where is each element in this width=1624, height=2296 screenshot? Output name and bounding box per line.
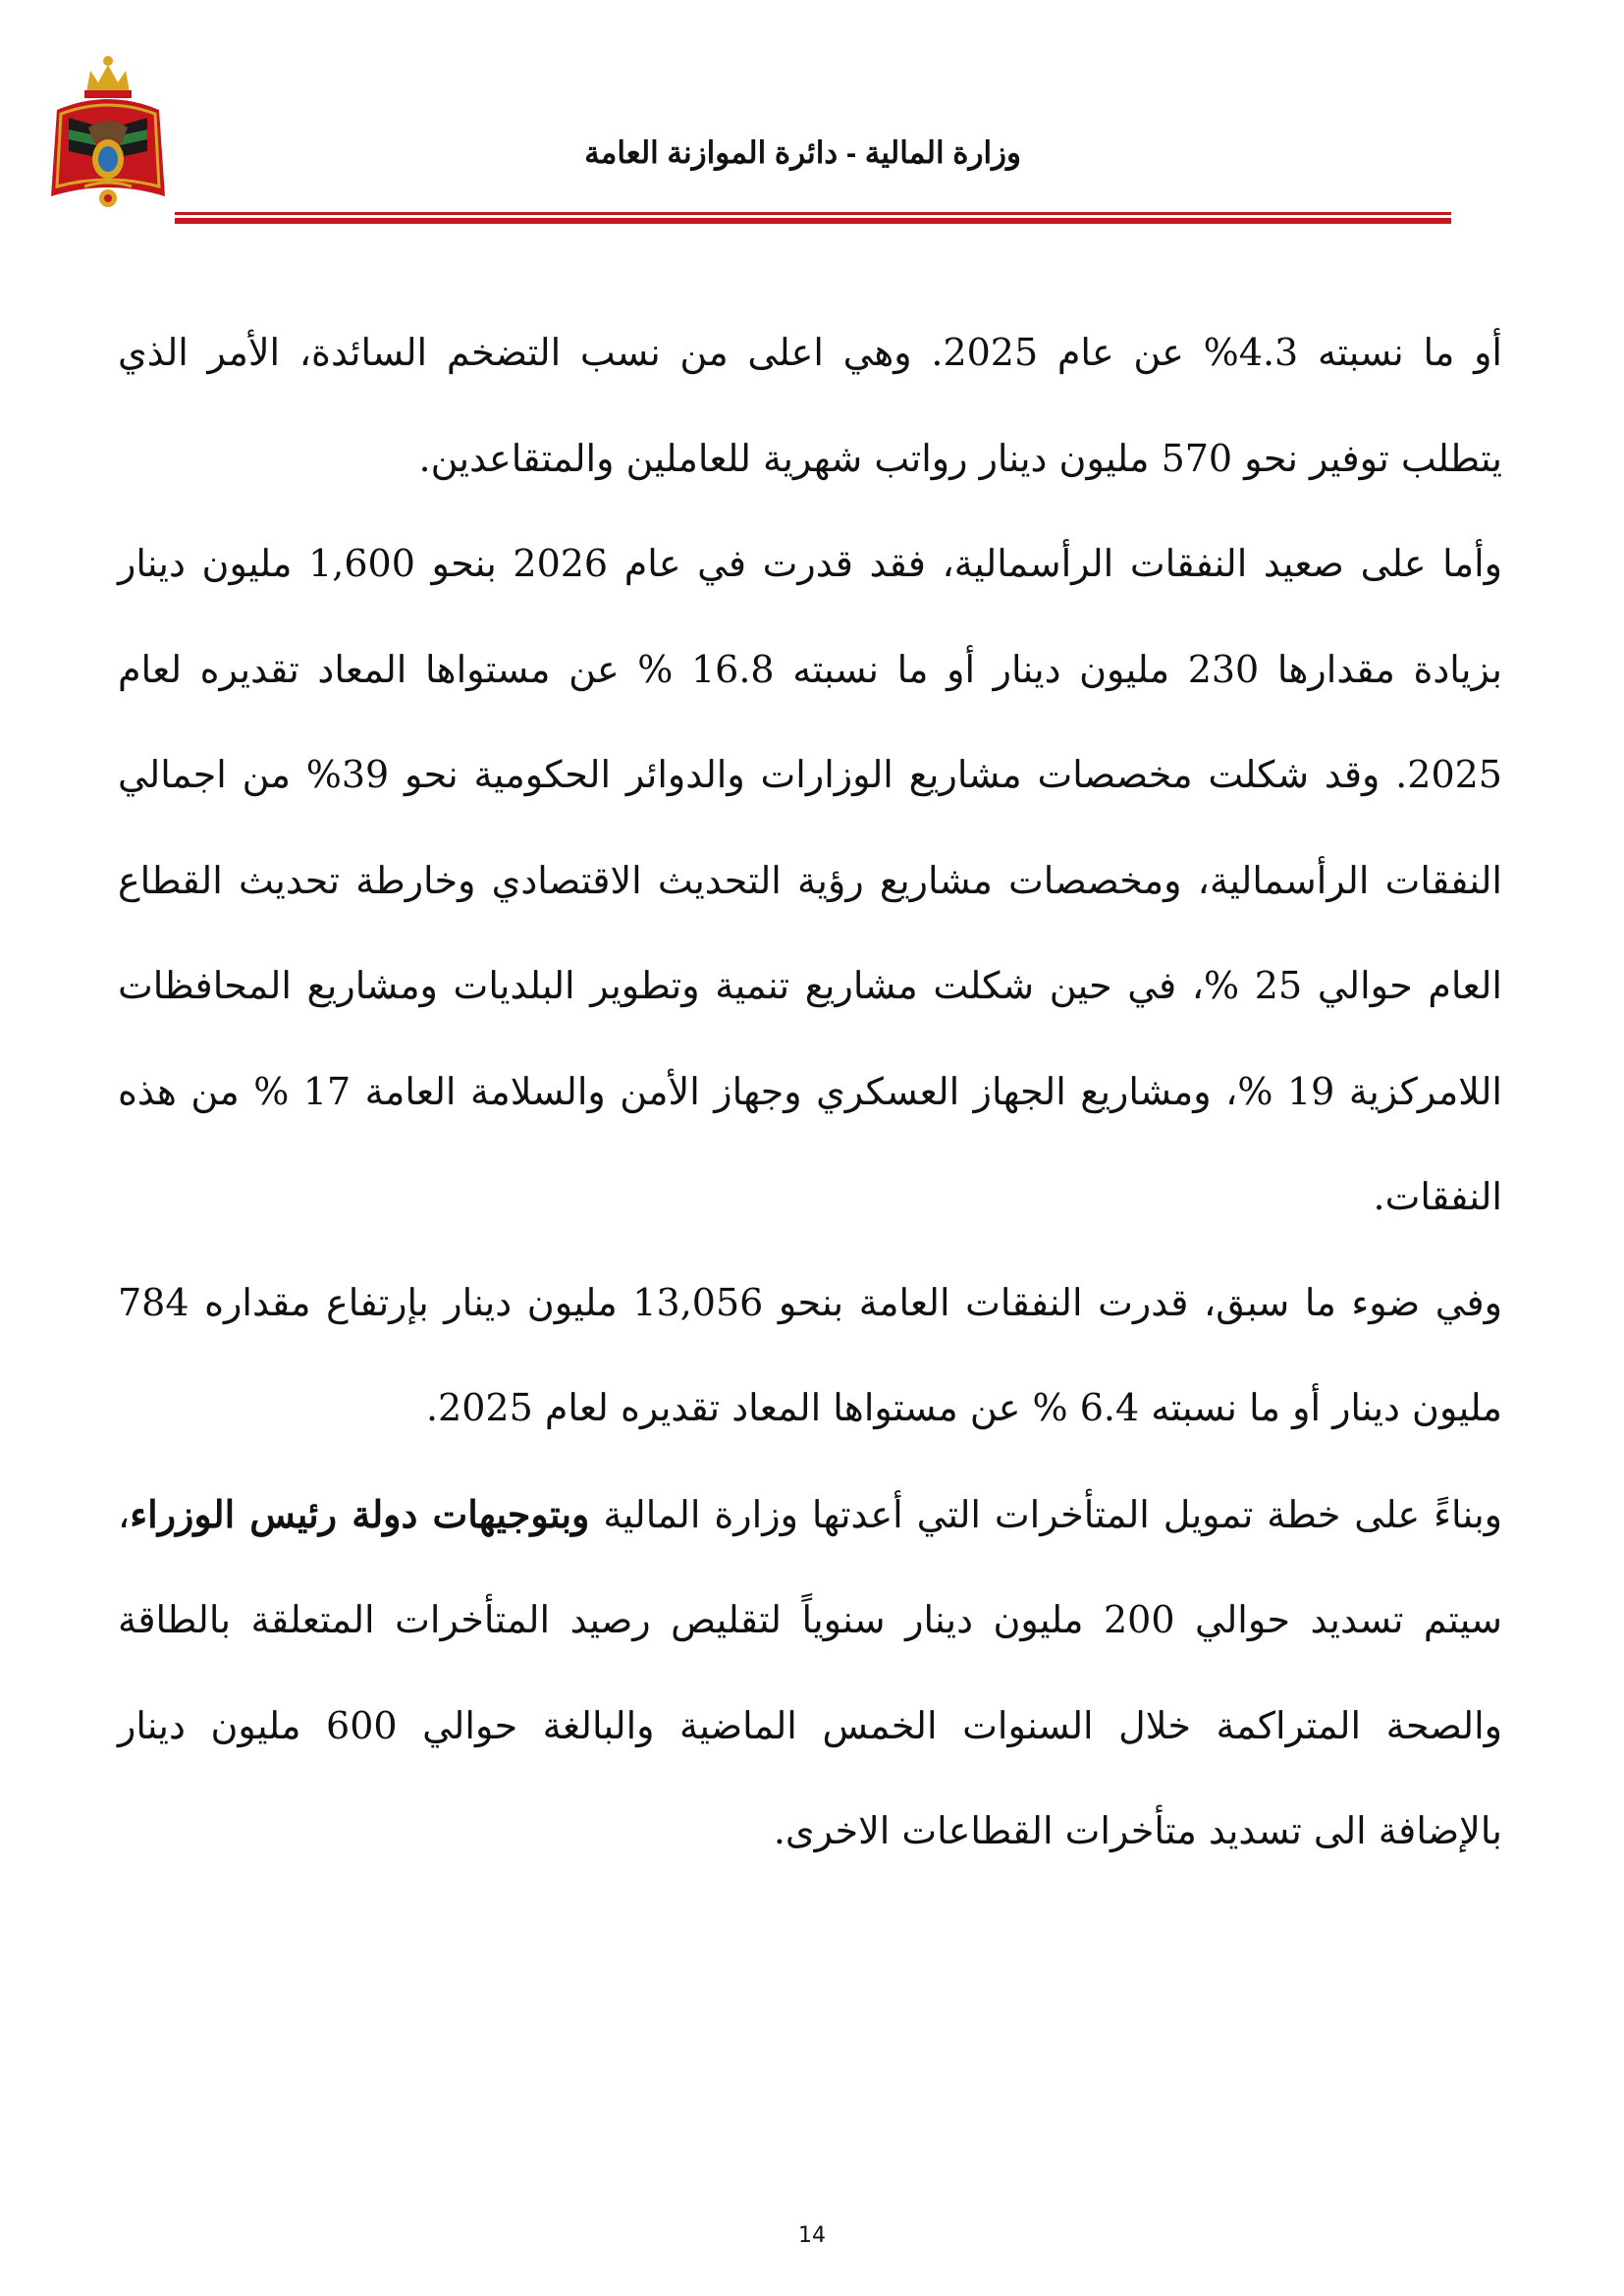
paragraph-bold-text: وبتوجيهات دولة رئيس الوزراء [130,1491,590,1536]
header-divider-thin [175,212,1451,215]
document-body [118,300,1502,1885]
paragraph: أو ما نسبته 4.3% عن عام 2025. وهي اعلى من نسب التضخم السائدة، الأمر الذي يتطلب توفير نحو 570 مليون دينار رواتب شهرية للعاملين والمتقاعدين. [118,331,1502,480]
header-divider-thick [175,218,1451,224]
paragraph: وأما على صعيد النفقات الرأسمالية، فقد قدرت في عام 2026 بنحو 1,600 مليون دينار بزيادة مقدارها 230 مليون دينار أو ما نسبته 16.8 % عن مستواها المعاد تقديره لعام 2025. وقد شكلت مخصصات مشاريع الوزارات والدوائر الحكومية نحو 39% من اجمالي النفقات الرأسمالية، ومخصصات مشاريع رؤية التحديث الاقتصادي وخارطة تحديث القطاع العام حوالي 25 %، في حين شكلت مشاريع تنمية وتطوير البلديات ومشاريع المحافظات اللامركزية 19 %، ومشاريع الجهاز العسكري وجهاز الأمن والسلامة العامة 17 % من هذه النفقات. [118,542,1502,1218]
page-header-title: وزارة المالية - دائرة الموازنة العامة [584,135,1021,170]
page-number: 14 [798,2223,826,2248]
paragraph [118,1462,1502,1885]
paragraph-text: وبناءً على خطة تمويل المتأخرات التي أعدتها وزارة المالية [589,1492,1502,1536]
paragraph: وفي ضوء ما سبق، قدرت النفقات العامة بنحو 13,056 مليون دينار بإرتفاع مقداره 784 مليون دينار أو ما نسبته 6.4 % عن مستواها المعاد تقديره لعام 2025. [118,1280,1502,1429]
paragraph-text: ، سيتم تسديد حوالي 200 مليون دينار سنوياً لتقليص رصيد المتأخرات المتعلقة بالطاقة والصحة المتراكمة خلال السنوات الخمس الماضية والبالغة حوالي 600 مليون دينار بالإضافة الى تسديد متأخرات القطاعات الاخرى. [118,1492,1502,1852]
